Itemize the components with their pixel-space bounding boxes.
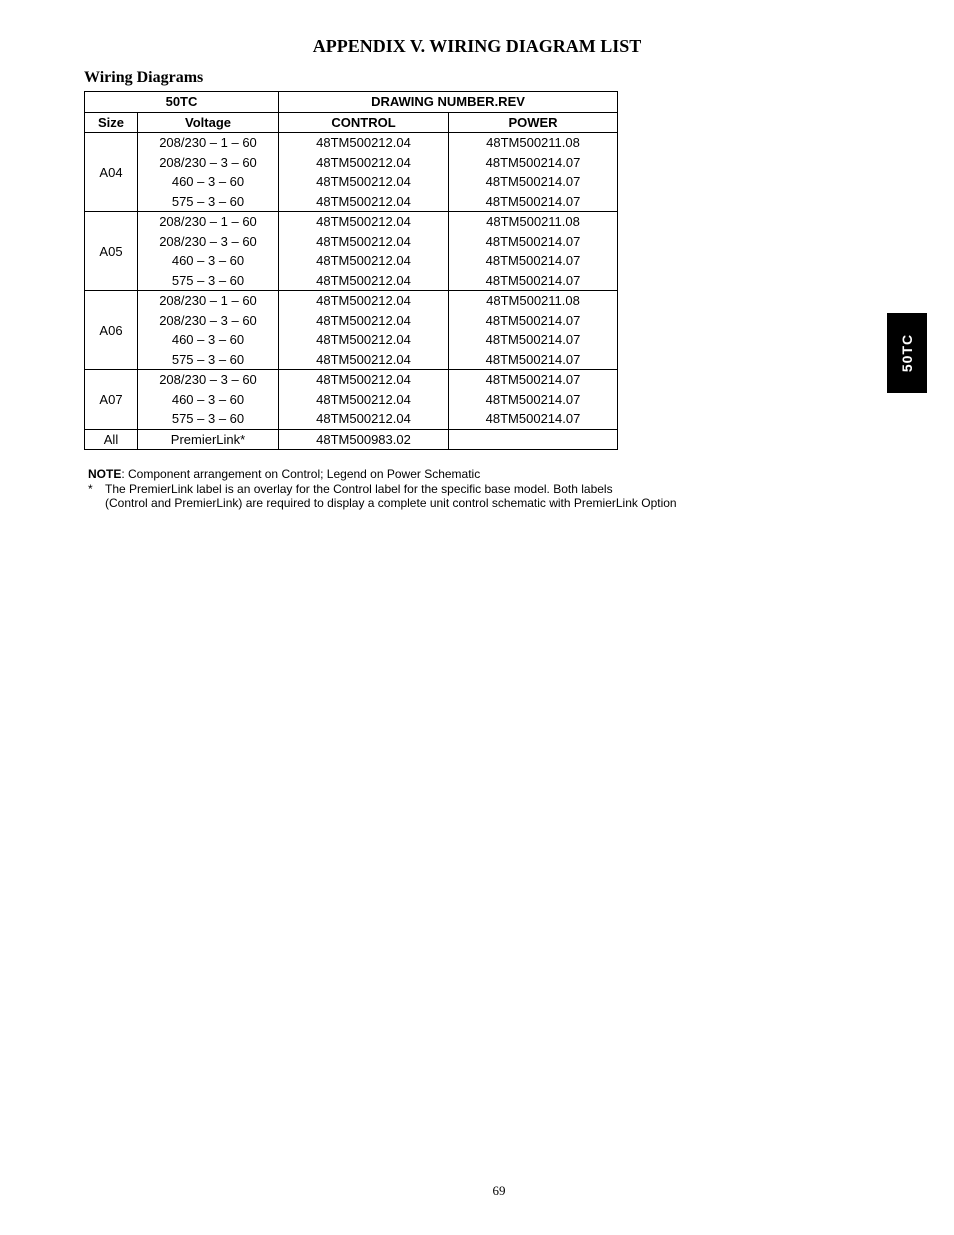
page-title: APPENDIX V. WIRING DIAGRAM LIST	[312, 36, 642, 56]
table-row	[85, 330, 618, 350]
table-row	[85, 409, 618, 429]
control-cell: 48TM500212.04	[279, 370, 449, 390]
power-cell: 48TM500214.07	[449, 350, 618, 370]
voltage-cell: 575 – 3 – 60	[138, 271, 279, 291]
power-cell: 48TM500214.07	[449, 311, 618, 331]
control-cell: 48TM500212.04	[279, 291, 449, 311]
table-row	[85, 212, 618, 232]
voltage-cell: 208/230 – 3 – 60	[138, 370, 279, 390]
power-cell: 48TM500214.07	[449, 251, 618, 271]
voltage-cell: 460 – 3 – 60	[138, 330, 279, 350]
footnote-line-2: (Control and PremierLink) are required to display a complete unit control schematic with PremierLink Option	[105, 496, 677, 510]
voltage-cell: 208/230 – 1 – 60	[138, 291, 279, 311]
table-row	[85, 232, 618, 252]
power-cell: 48TM500214.07	[449, 153, 618, 173]
voltage-cell: 208/230 – 1 – 60	[138, 212, 279, 232]
control-cell: 48TM500212.04	[279, 133, 449, 153]
table-row	[85, 153, 618, 173]
size-cell: A05	[85, 212, 138, 291]
power-cell: 48TM500214.07	[449, 232, 618, 252]
power-cell: 48TM500214.07	[449, 370, 618, 390]
control-cell: 48TM500983.02	[279, 429, 449, 450]
header-drawing-number: DRAWING NUMBER.REV	[279, 92, 618, 113]
control-cell: 48TM500212.04	[279, 330, 449, 350]
footnote-mark: *	[88, 481, 93, 496]
footnote-line-1: The PremierLink label is an overlay for the Control label for the specific base model. Both labels	[105, 481, 613, 496]
control-cell: 48TM500212.04	[279, 232, 449, 252]
control-cell: 48TM500212.04	[279, 350, 449, 370]
control-cell: 48TM500212.04	[279, 192, 449, 212]
table-row	[85, 390, 618, 410]
note-text: : Component arrangement on Control; Legend on Power Schematic	[121, 467, 481, 481]
power-cell	[449, 429, 618, 450]
table-row	[85, 271, 618, 291]
power-cell: 48TM500214.07	[449, 172, 618, 192]
header-voltage: Voltage	[138, 112, 279, 133]
voltage-cell: 460 – 3 – 60	[138, 251, 279, 271]
header-control: CONTROL	[279, 112, 449, 133]
voltage-cell: 575 – 3 – 60	[138, 409, 279, 429]
table-row	[85, 133, 618, 153]
table-row	[85, 370, 618, 390]
voltage-cell: 575 – 3 – 60	[138, 350, 279, 370]
table-row	[85, 311, 618, 331]
voltage-cell: 208/230 – 1 – 60	[138, 133, 279, 153]
control-cell: 48TM500212.04	[279, 172, 449, 192]
size-cell: A06	[85, 291, 138, 370]
voltage-cell: 208/230 – 3 – 60	[138, 232, 279, 252]
power-cell: 48TM500214.07	[449, 390, 618, 410]
control-cell: 48TM500212.04	[279, 271, 449, 291]
footnote	[88, 482, 677, 511]
control-cell: 48TM500212.04	[279, 153, 449, 173]
power-cell: 48TM500214.07	[449, 330, 618, 350]
control-cell: 48TM500212.04	[279, 251, 449, 271]
note-line	[88, 467, 677, 482]
header-size: Size	[85, 112, 138, 133]
table-row	[85, 429, 618, 450]
table-body	[85, 133, 618, 450]
voltage-cell: 460 – 3 – 60	[138, 172, 279, 192]
page-number: 69	[492, 1183, 506, 1198]
power-cell: 48TM500214.07	[449, 271, 618, 291]
control-cell: 48TM500212.04	[279, 212, 449, 232]
header-model: 50TC	[85, 92, 279, 113]
table-row	[85, 251, 618, 271]
size-cell: A04	[85, 133, 138, 212]
control-cell: 48TM500212.04	[279, 390, 449, 410]
header-power: POWER	[449, 112, 618, 133]
voltage-cell: 460 – 3 – 60	[138, 390, 279, 410]
table-row	[85, 172, 618, 192]
table-subheader-row	[85, 112, 618, 133]
notes	[88, 467, 677, 511]
power-cell: 48TM500211.08	[449, 291, 618, 311]
section-title: Wiring Diagrams	[84, 69, 204, 86]
power-cell: 48TM500211.08	[449, 212, 618, 232]
control-cell: 48TM500212.04	[279, 311, 449, 331]
wiring-diagram-table	[84, 91, 618, 450]
table-row	[85, 291, 618, 311]
size-cell: All	[85, 429, 138, 450]
note-label: NOTE	[88, 467, 122, 481]
voltage-cell: PremierLink*	[138, 429, 279, 450]
side-tab-label: 50TC	[898, 333, 915, 373]
control-cell: 48TM500212.04	[279, 409, 449, 429]
power-cell: 48TM500214.07	[449, 192, 618, 212]
table-row	[85, 350, 618, 370]
table-row	[85, 192, 618, 212]
power-cell: 48TM500214.07	[449, 409, 618, 429]
size-cell: A07	[85, 370, 138, 430]
side-tab	[887, 313, 927, 393]
voltage-cell: 208/230 – 3 – 60	[138, 153, 279, 173]
voltage-cell: 208/230 – 3 – 60	[138, 311, 279, 331]
table-header-row	[85, 92, 618, 113]
voltage-cell: 575 – 3 – 60	[138, 192, 279, 212]
power-cell: 48TM500211.08	[449, 133, 618, 153]
